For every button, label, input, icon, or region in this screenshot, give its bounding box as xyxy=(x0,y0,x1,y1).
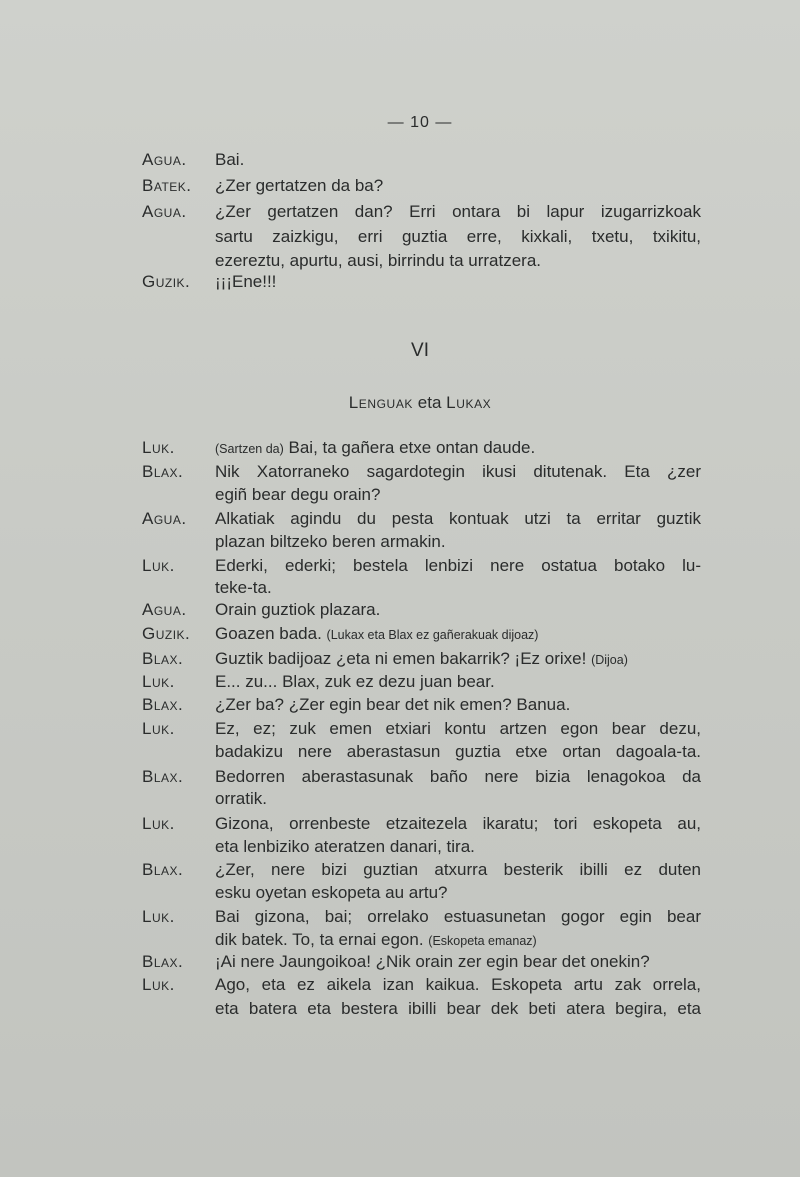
dialogue-text-line xyxy=(215,436,701,461)
speaker-name: Guzik. xyxy=(142,624,191,643)
dialogue-text-line: plazan biltzeko beren armakin. xyxy=(215,532,446,551)
page-number: — 10 — xyxy=(387,114,453,131)
dialogue-line xyxy=(0,835,800,859)
dialogue-line xyxy=(0,928,800,952)
dialogue-text-line: Bedorren aberastasunak baño nere bizia lenagokoa da xyxy=(215,767,701,786)
speaker-name: Luk. xyxy=(142,907,175,926)
dialogue-text-line: eta lenbiziko ateratzen danari, tira. xyxy=(215,837,475,856)
dialogue-text: dik batek. To, ta ernai egon. xyxy=(215,930,424,949)
dialogue-text-line: Ez, ez; zuk emen etxiari kontu artzen egon bear dezu, xyxy=(215,719,701,738)
stage-direction: (Eskopeta emanaz) xyxy=(428,934,537,948)
dialogue-text-line: ezereztu, apurtu, ausi, birrindu ta urratzera. xyxy=(215,251,541,270)
speaker-name: Luk. xyxy=(142,719,175,738)
speaker-name: Blax. xyxy=(142,649,184,668)
dialogue-line xyxy=(0,973,800,997)
section-title-part: Lukax xyxy=(446,393,492,412)
dialogue-line xyxy=(0,436,800,460)
section-number: VI xyxy=(411,340,429,361)
dialogue-text-line: Gizona, orrenbeste etzaitezela ikaratu; tori eskopeta au, xyxy=(215,814,701,833)
dialogue-text-line: ¿Zer gertatzen da ba? xyxy=(215,176,384,195)
dialogue-line xyxy=(0,174,800,198)
section-title xyxy=(0,393,800,413)
speaker-name: Blax. xyxy=(142,767,184,786)
speaker-name: Agua. xyxy=(142,202,187,221)
dialogue-text-line: ¡Ai nere Jaungoikoa! ¿Nik orain zer egin bear det onekin? xyxy=(215,952,650,971)
dialogue-line xyxy=(0,670,800,694)
speaker-name: Blax. xyxy=(142,695,184,714)
dialogue-text-line: esku oyetan eskopeta au artu? xyxy=(215,883,448,902)
speaker-name: Blax. xyxy=(142,462,184,481)
dialogue-text-line xyxy=(215,647,701,672)
speaker-name: Batek. xyxy=(142,176,192,195)
speaker-name: Agua. xyxy=(142,150,187,169)
dialogue-text-line: ¿Zer gertatzen dan? Erri ontara bi lapur izugarrizkoak xyxy=(215,202,701,221)
dialogue-line xyxy=(0,858,800,882)
dialogue-line xyxy=(0,950,800,974)
dialogue-line xyxy=(0,881,800,905)
dialogue-line xyxy=(0,483,800,507)
dialogue-text-line: badakizu nere aberastasun guztia etxe ortan dagoala-ta. xyxy=(215,742,701,761)
dialogue-text-line: orratik. xyxy=(215,789,267,808)
dialogue-line xyxy=(0,200,800,224)
dialogue-text-line: ¿Zer ba? ¿Zer egin bear det nik emen? Banua. xyxy=(215,695,571,714)
speaker-name: Agua. xyxy=(142,509,187,528)
dialogue-line xyxy=(0,812,800,836)
dialogue-line xyxy=(0,554,800,578)
dialogue-text-line: Alkatiak agindu du pesta kontuak utzi ta erritar guztik xyxy=(215,509,701,528)
dialogue-text-line: ¡¡¡Ene!!! xyxy=(215,272,277,291)
dialogue-text-line: Bai. xyxy=(215,150,245,169)
dialogue-line xyxy=(0,270,800,294)
dialogue-text-line: Nik Xatorraneko sagardotegin ikusi ditutenak. Eta ¿zer xyxy=(215,462,701,481)
speaker-name: Luk. xyxy=(142,438,175,457)
dialogue-text-line: teke-ta. xyxy=(215,578,272,597)
dialogue-text-line: egiñ bear degu orain? xyxy=(215,485,381,504)
dialogue-text-line: sartu zaizkigu, erri guztia erre, kixkali, txetu, txikitu, xyxy=(215,227,701,246)
speaker-name: Agua. xyxy=(142,600,187,619)
dialogue-line xyxy=(0,905,800,929)
section-title-part: Lenguak xyxy=(348,393,414,412)
dialogue-line xyxy=(0,740,800,764)
speaker-name: Blax. xyxy=(142,860,184,879)
dialogue-text-line: eta batera eta bestera ibilli bear dek beti atera begira, eta xyxy=(215,999,701,1018)
dialogue-line xyxy=(0,598,800,622)
dialogue-text-line: Bai gizona, bai; orrelako estuasunetan gogor egin bear xyxy=(215,907,701,926)
dialogue-line xyxy=(0,507,800,531)
speaker-name: Blax. xyxy=(142,952,184,971)
speaker-name: Luk. xyxy=(142,814,175,833)
dialogue-line xyxy=(0,148,800,172)
dialogue-text-line: ¿Zer, nere bizi guztian atxurra besterik ibilli ez duten xyxy=(215,860,701,879)
dialogue-line xyxy=(0,693,800,717)
dialogue-text: Guztik badijoaz ¿eta ni emen bakarrik? ¡Ez orixe! xyxy=(215,649,587,668)
dialogue-line xyxy=(0,225,800,249)
dialogue-line xyxy=(0,787,800,811)
speaker-name: Luk. xyxy=(142,556,175,575)
dialogue-line xyxy=(0,460,800,484)
dialogue-line xyxy=(0,997,800,1021)
dialogue-text-line: Orain guztiok plazara. xyxy=(215,600,381,619)
section-title-part: eta xyxy=(417,393,442,412)
dialogue-text-line: E... zu... Blax, zuk ez dezu juan bear. xyxy=(215,672,495,691)
dialogue-text-line: Ago, eta ez aikela izan kaikua. Eskopeta artu zak orrela, xyxy=(215,975,701,994)
stage-direction: (Sartzen da) xyxy=(215,442,284,456)
dialogue-text: Bai, ta gañera etxe ontan daude. xyxy=(288,438,536,457)
dialogue-line xyxy=(0,622,800,646)
dialogue-line xyxy=(0,576,800,600)
dialogue-line xyxy=(0,765,800,789)
dialogue-text-line xyxy=(215,622,701,647)
dialogue-line xyxy=(0,530,800,554)
dialogue-line xyxy=(0,717,800,741)
stage-direction: (Lukax eta Blax ez gañerakuak dijoaz) xyxy=(326,628,539,642)
dialogue-text: Goazen bada. xyxy=(215,624,322,643)
dialogue-line xyxy=(0,647,800,671)
dialogue-text-line: Ederki, ederki; bestela lenbizi nere ostatua botako lu- xyxy=(215,556,701,575)
speaker-name: Luk. xyxy=(142,672,175,691)
stage-direction: (Dijoa) xyxy=(591,653,628,667)
speaker-name: Luk. xyxy=(142,975,175,994)
speaker-name: Guzik. xyxy=(142,272,191,291)
